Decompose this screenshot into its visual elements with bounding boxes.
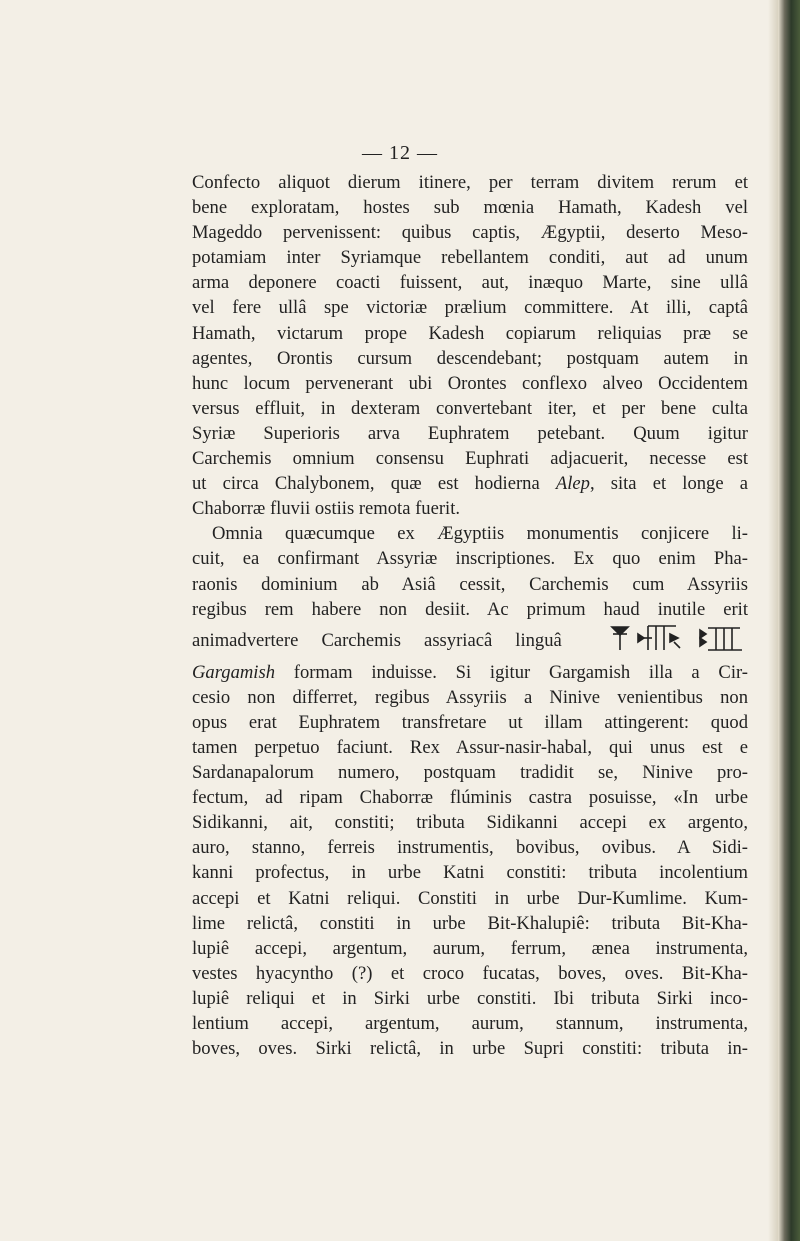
- text-line: boves, oves. Sirki relictâ, in urbe Supri constiti: tributa in-: [192, 1038, 748, 1060]
- text-line: Hamath, victarum prope Kadesh copiarum reliquias præ se: [192, 322, 748, 344]
- text-segment: ut circa Chalybonem, quæ est hodierna: [192, 473, 540, 495]
- text-line: raonis dominium ab Asiâ cessit, Carchemis cum Assyriis: [192, 573, 748, 595]
- cuneiform-glyphs: [608, 624, 748, 652]
- italic-word: Alep: [555, 473, 590, 495]
- text-line: Syriæ Superioris arva Euphratem petebant. Quum igitur: [192, 422, 748, 444]
- italic-word: Gargamish: [192, 661, 275, 683]
- text-line: Carchemis omnium consensu Euphrati adjacuerit, necesse est: [192, 448, 748, 470]
- text-line: lentium accepi, argentum, aurum, stannum, instrumenta,: [192, 1013, 748, 1034]
- text-segment: , sita et longe a: [589, 473, 748, 495]
- text-line: vestes hyacyntho (?) et croco fucatas, boves, oves. Bit-Kha-: [192, 962, 748, 984]
- text-line: accepi et Katni reliqui. Constiti in urbe Dur-Kumlime. Kum-: [192, 887, 748, 909]
- text-line: [192, 622, 748, 660]
- text-line: bene exploratam, hostes sub mœnia Hamath, Kadesh vel: [192, 197, 748, 219]
- text-line: hunc locum pervenerant ubi Orontes conflexo alveo Occidentem: [192, 372, 748, 394]
- text-line: cesio non differret, regibus Assyriis a Ninive venientibus non: [192, 686, 748, 708]
- text-line: lupiê accepi, argentum, aurum, ferrum, ænea instrumenta,: [192, 937, 748, 959]
- text-line: Sardanapalorum numero, postquam tradidit se, Ninive pro-: [192, 762, 748, 784]
- text-line: [192, 660, 748, 685]
- text-line: fectum, ad ripam Chaborræ flúminis castra posuisse, «In urbe: [192, 787, 748, 809]
- text-segment: animadvertere Carchemis assyriacâ linguâ: [192, 629, 562, 651]
- text-line: Mageddo pervenissent: quibus captis, Ægyptii, deserto Meso-: [192, 222, 748, 244]
- text-line: versus effluit, in dexteram convertebant iter, et per bene culta: [192, 397, 748, 419]
- text-line: arma deponere coacti fuissent, aut, inæquo Marte, sine ullâ: [192, 272, 748, 294]
- page-edge-shadow: [768, 0, 778, 1241]
- text-line: lime relictâ, constiti in urbe Bit-Khalupiê: tributa Bit-Kha-: [192, 912, 748, 934]
- text-segment: formam induisse. Si igitur Gargamish illa a Cir-: [293, 661, 748, 683]
- text-line: regibus rem habere non desiit. Ac primum haud inutile erit: [192, 598, 748, 620]
- text-line: Sidikanni, ait, constiti; tributa Sidikanni accepi ex argento,: [192, 812, 748, 834]
- text-line: tamen perpetuo faciunt. Rex Assur-nasir-habal, qui unus est e: [192, 736, 748, 758]
- text-line: vel fere ullâ spe victoriæ prælium committere. At illi, captâ: [192, 297, 748, 319]
- text-line: [192, 471, 748, 496]
- body-text: [192, 170, 748, 1061]
- text-line: lupiê reliqui et in Sirki urbe constiti. Ibi tributa Sirki inco-: [192, 987, 748, 1009]
- text-line: Omnia quæcumque ex Ægyptiis monumentis conjicere li-: [212, 523, 748, 545]
- book-binding-edge: [778, 0, 800, 1241]
- page-number: — 12 —: [362, 142, 438, 164]
- text-line: cuit, ea confirmant Assyriæ inscriptiones. Ex quo enim Pha-: [192, 548, 748, 570]
- text-line: agentes, Orontis cursum descendebant; postquam autem in: [192, 347, 748, 369]
- text-line: kanni profectus, in urbe Katni constiti: tributa incolentium: [192, 862, 748, 884]
- text-line: auro, stanno, ferreis instrumentis, bovibus, ovibus. A Sidi-: [192, 837, 748, 859]
- text-line: Confecto aliquot dierum itinere, per terram divitem rerum et: [192, 172, 748, 193]
- text-line: potamiam inter Syriamque rebellantem conditi, aut ad unum: [192, 247, 748, 269]
- text-line: Chaborræ fluvii ostiis remota fuerit.: [192, 498, 461, 520]
- text-line: opus erat Euphratem transfretare ut illam attingerent: quod: [192, 711, 748, 733]
